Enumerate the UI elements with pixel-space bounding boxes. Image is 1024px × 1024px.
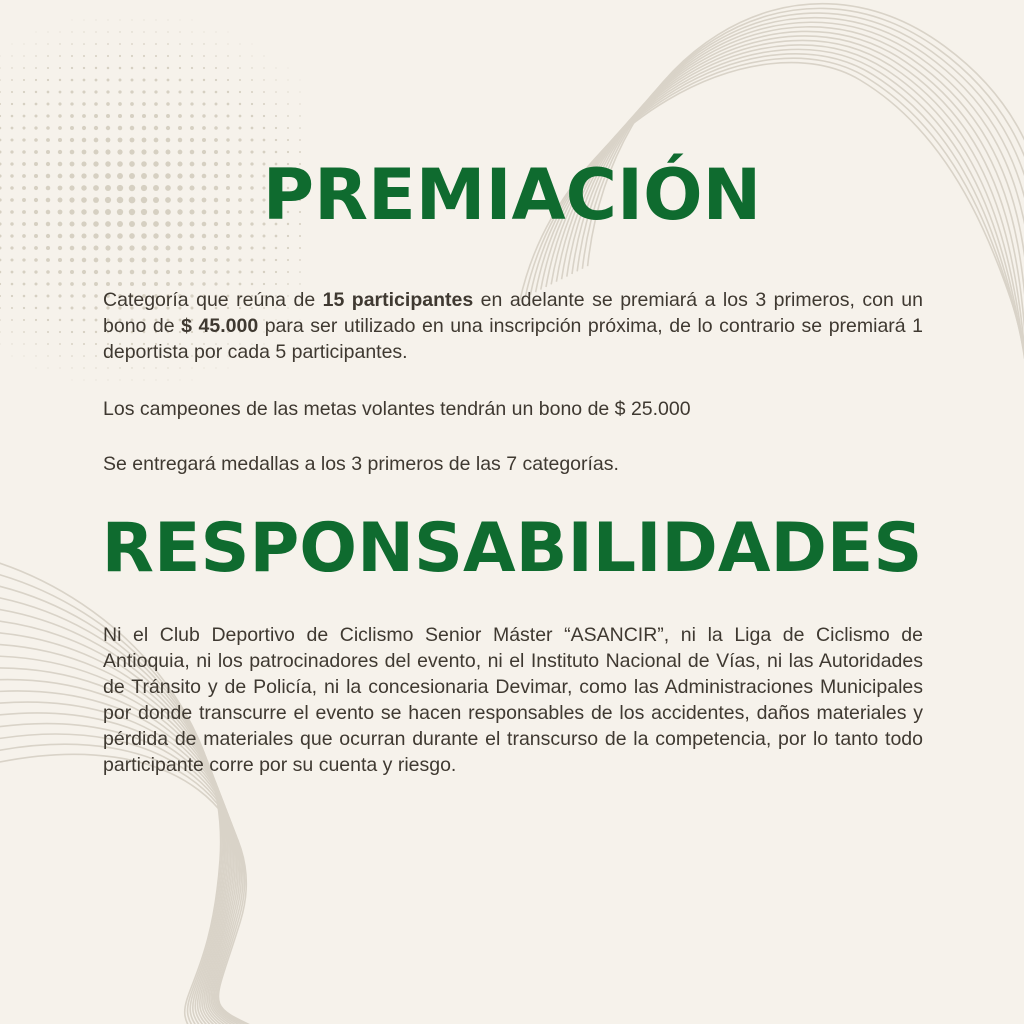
- premiacion-paragraph-awards: [103, 287, 923, 365]
- bonus-amount-bold: $ 45.000: [181, 315, 259, 337]
- paragraph-text: para ser utilizado en una inscripción próxima, de lo contrario se premiará 1 deportista por cada 5 participantes.: [103, 315, 924, 363]
- paragraph-text: Categoría que reúna de: [103, 289, 323, 311]
- paragraph-text: en adelante se premiará a los 3 primeros, con un bono de: [103, 289, 923, 337]
- responsabilidades-title: RESPONSABILIDADES: [101, 509, 923, 588]
- responsabilidades-paragraph: Ni el Club Deportivo de Ciclismo Senior Máster “ASANCIR”, ni la Liga de Ciclismo de Antioquia, ni los patrocinadores del evento, ni el Instituto Nacional de Vías, ni las Autoridades de Tránsito y de Policía, ni la concesionaria Devimar, como las Administraciones Municipales por donde transcurre el evento se hacen responsables de los accidentes, daños materiales y pérdida de materiales que ocurran durante el transcurso de la competencia, por lo tanto todo participante corre por su cuenta y riesgo.: [103, 624, 923, 776]
- premiacion-paragraph-medallas: Se entregará medallas a los 3 primeros de las 7 categorías.: [103, 453, 619, 475]
- premiacion-paragraph-metas-volantes: Los campeones de las metas volantes tendrán un bono de $ 25.000: [103, 398, 691, 420]
- premiacion-title: PREMIACIÓN: [262, 154, 762, 236]
- participants-count-bold: 15 participantes: [322, 289, 474, 311]
